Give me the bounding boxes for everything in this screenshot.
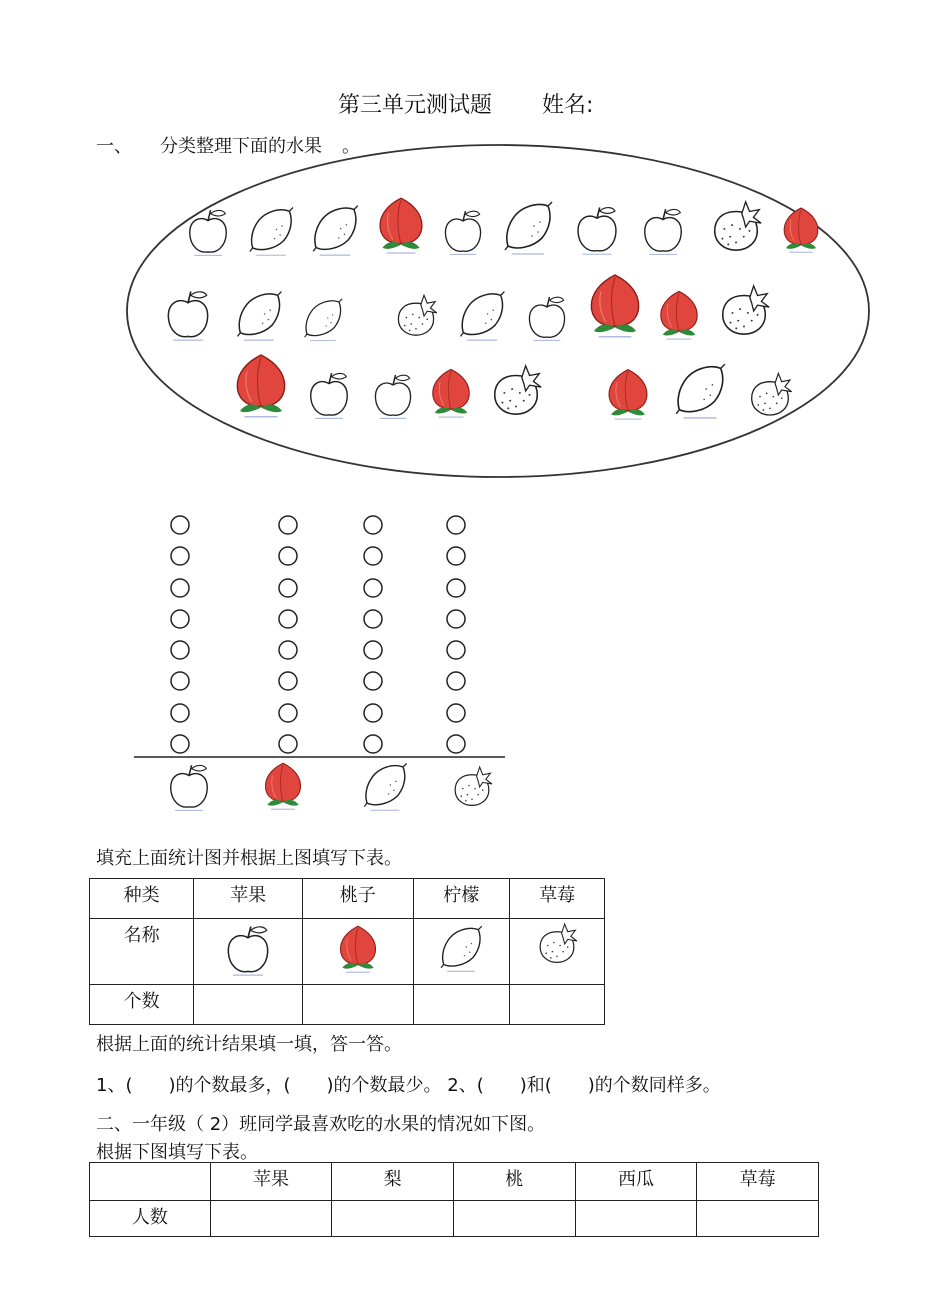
axis-apple-icon (156, 760, 222, 812)
apple-icon (154, 286, 222, 342)
cell-apple-image (194, 919, 303, 985)
apple-icon (218, 921, 278, 977)
people-apple-cell[interactable] (210, 1201, 332, 1237)
section1-number: 一、 (96, 136, 132, 157)
people-watermelon-cell[interactable] (575, 1201, 697, 1237)
peach-icon (332, 921, 384, 973)
header-strawberry: 草莓 (697, 1163, 819, 1201)
strawberry-icon (386, 292, 446, 340)
section2-instruction: 根据下图填写下表。 (96, 1142, 258, 1163)
header-lemon: 柠檬 (413, 879, 510, 919)
header-apple: 苹果 (210, 1163, 332, 1201)
cell-peach-image (303, 919, 414, 985)
lemon-icon (664, 358, 736, 420)
favorite-fruit-table (89, 1162, 819, 1237)
peach-icon (776, 202, 826, 254)
apple-icon (434, 206, 492, 256)
peach-icon (580, 268, 650, 338)
lemon-icon (432, 921, 490, 973)
header-peach: 桃 (453, 1163, 575, 1201)
axis-lemon-icon (354, 758, 416, 812)
row-name-label: 名称 (90, 919, 194, 985)
people-pear-cell[interactable] (332, 1201, 454, 1237)
header-blank (90, 1163, 211, 1201)
pictograph-circles (130, 510, 510, 766)
answer-prompt: 根据上面的统计结果填一填，答一答。 (96, 1034, 402, 1055)
peach-icon (226, 348, 296, 418)
cell-strawberry-image (510, 919, 605, 985)
question-line: 1、( )的个数最多，( )的个数最少。 2、( )和( )的个数同样多。 (96, 1075, 721, 1096)
people-peach-cell[interactable] (453, 1201, 575, 1237)
lemon-icon (304, 200, 366, 257)
apple-icon (178, 205, 238, 257)
peach-icon (600, 364, 656, 420)
count-peach-cell[interactable] (303, 985, 414, 1025)
strawberry-icon (700, 198, 772, 256)
row-count-label: 个数 (90, 985, 194, 1025)
strawberry-icon (480, 362, 552, 420)
peach-icon (652, 286, 706, 340)
fill-instruction: 填充上面统计图并根据上图填写下表。 (96, 848, 402, 869)
section1-period: 。 (342, 136, 360, 157)
lemon-icon (448, 286, 516, 342)
section2-heading: 二、一年级（ 2）班同学最喜欢吃的水果的情况如下图。 (96, 1114, 546, 1135)
apple-icon (566, 202, 628, 256)
header-watermelon: 西瓜 (575, 1163, 697, 1201)
peach-icon (370, 192, 432, 254)
apple-icon (632, 204, 694, 256)
strawberry-icon (738, 370, 802, 420)
count-apple-cell[interactable] (194, 985, 303, 1025)
peach-icon (424, 364, 478, 418)
axis-peach-icon (256, 758, 310, 810)
fruit-count-table (89, 878, 605, 1025)
apple-icon (362, 370, 424, 420)
people-strawberry-cell[interactable] (697, 1201, 819, 1237)
count-lemon-cell[interactable] (413, 985, 510, 1025)
strawberry-icon (708, 282, 780, 340)
row-people-label: 人数 (90, 1201, 211, 1237)
header-kind: 种类 (90, 879, 194, 919)
lemon-icon (294, 294, 352, 342)
count-strawberry-cell[interactable] (510, 985, 605, 1025)
header-peach: 桃子 (303, 879, 414, 919)
name-label: 姓名: (542, 93, 594, 118)
axis-strawberry-icon (440, 764, 504, 810)
cell-lemon-image (413, 919, 510, 985)
strawberry-icon (530, 921, 584, 967)
header-apple: 苹果 (194, 879, 303, 919)
section1-instruction: 分类整理下面的水果 (160, 136, 322, 157)
lemon-icon (240, 202, 302, 257)
apple-icon (298, 368, 360, 420)
lemon-icon (494, 196, 562, 256)
page-title: 第三单元测试题 (338, 93, 493, 118)
header-strawberry: 草莓 (510, 879, 605, 919)
apple-icon (518, 292, 576, 342)
header-pear: 梨 (332, 1163, 454, 1201)
lemon-icon (226, 286, 292, 342)
